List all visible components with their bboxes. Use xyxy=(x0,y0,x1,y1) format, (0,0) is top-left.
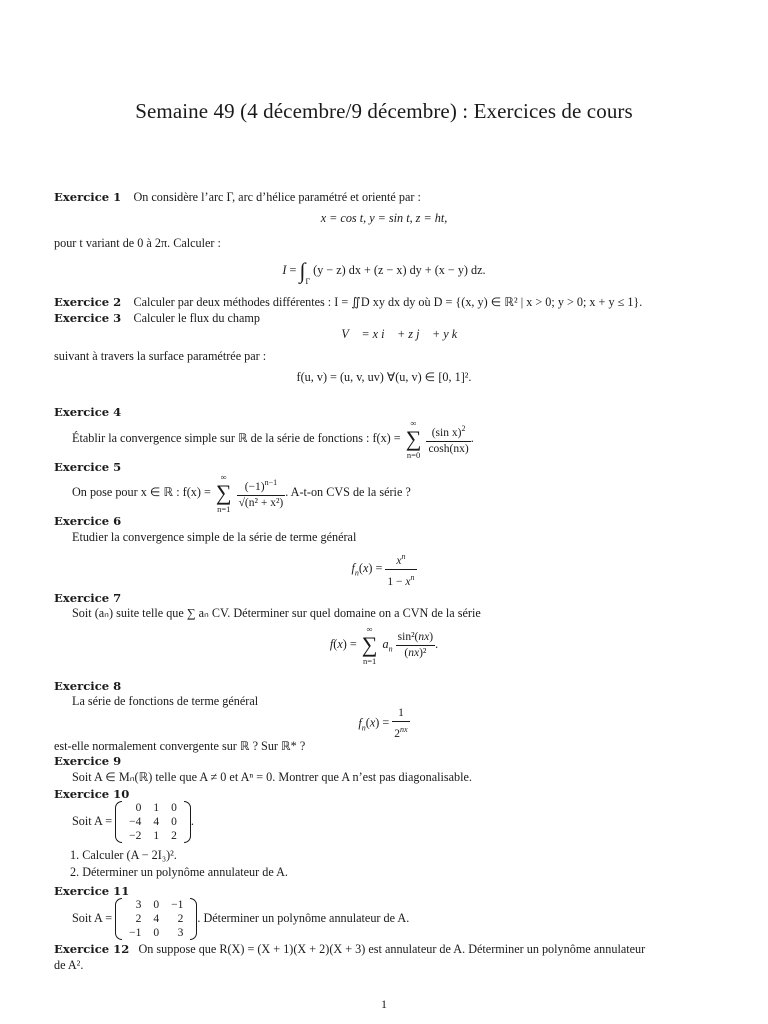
exercise-12-text2: de A². xyxy=(54,958,84,972)
matrix-cell: 2 xyxy=(177,913,184,926)
exercise-12-text: On suppose que R(X) = (X + 1)(X + 2)(X + 3) est annulateur de A. Déterminer un polynôme annulateur xyxy=(138,942,646,956)
exercise-2-label: Exercice 2 xyxy=(54,295,122,309)
exercise-3-field: V⃗ = x i⃗ + z j⃗ + y k⃗ xyxy=(341,327,467,341)
exercise-12 xyxy=(54,941,645,957)
matrix-cell: −1 xyxy=(171,899,184,912)
exercise-4-fraction: $\frac{(\sin x)^2}{\cosh(nx)}$ xyxy=(426,421,470,457)
exercise-8-text2: est-elle normalement convergente sur ℝ ? Sur ℝ* ? xyxy=(54,739,306,753)
exercise-11-label: Exercice 11 xyxy=(54,884,130,898)
exercise-6-label: Exercice 6 xyxy=(54,514,122,528)
exercise-3-text: Calculer le flux du champ xyxy=(133,311,261,325)
page-number: 1 xyxy=(381,997,387,1011)
matrix-cell: 3 xyxy=(177,927,184,940)
exercise-3-text2: suivant à travers la surface paramétrée par : xyxy=(54,349,267,363)
exercise-10-item-1: 1. Calculer (A − 2I₃)². xyxy=(70,848,177,862)
exercise-7-text: Soit (aₙ) suite telle que ∑ aₙ CV. Déterminer sur quel domaine on a CVN de la série xyxy=(72,606,481,620)
matrix-cell: 0 xyxy=(171,802,177,815)
matrix-cell: 0 xyxy=(171,816,177,829)
exercise-6-formula: $f_n(x)$ = $\frac{x^n}{1 - x^n}$ xyxy=(0,549,768,590)
exercise-10-intro: Soit A = xyxy=(72,814,113,828)
exercise-4-text: Établir la convergence simple sur ℝ de la série de fonctions : f(x) = xyxy=(72,430,401,445)
exercise-1-text2: pour t variant de 0 à 2π. Calculer : xyxy=(54,236,221,250)
exercise-1-text: On considère l’arc Γ, arc d’hélice paramétré et orienté par : xyxy=(133,190,421,204)
exercise-6-text: Etudier la convergence simple de la série de terme général xyxy=(72,530,357,544)
exercise-11-matrix-line xyxy=(72,896,409,940)
matrix-cell: 4 xyxy=(153,816,160,829)
exercise-1 xyxy=(54,189,421,205)
matrix-cell: 2 xyxy=(171,830,177,843)
matrix-a-11 xyxy=(115,898,197,940)
exercise-7-label: Exercice 7 xyxy=(54,591,122,605)
exercise-8-label: Exercice 8 xyxy=(54,679,122,693)
matrix-cell: 3 xyxy=(135,899,142,912)
exercise-5-fraction: $\frac{(-1)^{n-1}}{\text{√(n² + x²)}}$ xyxy=(237,475,286,511)
matrix-cell: −4 xyxy=(129,816,142,829)
matrix-cell: −2 xyxy=(129,830,142,843)
exercise-1-equation: x = cos t, y = sin t, z = ht, xyxy=(320,211,448,225)
exercise-4-body: Établir la convergence simple sur ℝ de la série de fonctions : f(x) = ∞ ∑ n=0 $\frac{(\sin x)^2}{\cosh(nx)}$ . xyxy=(72,418,474,460)
exercise-5-body xyxy=(72,472,411,514)
exercise-11-intro: Soit A = xyxy=(72,911,113,925)
exercise-2-text: Calculer par deux méthodes différentes : I = ∬D xy dx dy où D = {(x, y) ∈ ℝ² | x > 0; y > 0; x + y ≤ 1}. xyxy=(133,295,643,309)
page-title: Semaine 49 (4 décembre/9 décembre) : Exercices de cours xyxy=(135,99,633,123)
matrix-cell: 1 xyxy=(153,830,160,843)
exercise-8-text: La série de fonctions de terme général xyxy=(72,694,259,708)
matrix-cell: 1 xyxy=(153,802,160,815)
exercise-2 xyxy=(54,294,642,310)
sum-symbol: ∞ ∑ n=0 xyxy=(405,418,422,460)
exercise-5-text: On pose pour x ∈ ℝ : f(x) = xyxy=(72,484,211,499)
exercise-10-label: Exercice 10 xyxy=(54,787,130,801)
exercise-4-label: Exercice 4 xyxy=(54,405,122,419)
sum-symbol: ∞ ∑ n=1 xyxy=(215,472,232,514)
exercise-8-formula: $f_n(x)$ = $\frac{1}{2^{nx}}$ xyxy=(358,707,408,740)
matrix-cell: 4 xyxy=(153,913,160,926)
exercise-9-label: Exercice 9 xyxy=(54,754,122,768)
exercise-3-surface: f(u, v) = (u, v, uv) ∀(u, v) ∈ [0, 1]². xyxy=(296,370,472,384)
matrix-cell: −1 xyxy=(129,927,142,940)
exercise-9-text: Soit A ∈ Mₙ(ℝ) telle que A ≠ 0 et Aⁿ = 0. Montrer que A n’est pas diagonalisable. xyxy=(72,770,472,784)
exercise-12-label: Exercice 12 xyxy=(54,942,130,956)
matrix-cell: 2 xyxy=(135,913,142,926)
exercise-10-item-2: 2. Déterminer un polynôme annulateur de A. xyxy=(70,865,288,879)
matrix-cell: 0 xyxy=(153,899,160,912)
exercise-1-integral: $I = \int_\Gamma$ (y − z) dx + (z − x) dy + (x − y) dz. xyxy=(282,258,486,286)
exercise-1-integrand: (y − z) dx + (z − x) dy + (x − y) dz. xyxy=(313,262,486,277)
exercise-11-text: . Déterminer un polynôme annulateur de A. xyxy=(197,911,410,925)
exercise-10-matrix-line: Soit A = 0 1 0 −4 4 0 −2 1 2 . xyxy=(72,802,194,843)
exercise-3 xyxy=(54,310,260,326)
matrix-cell: 0 xyxy=(135,802,142,815)
exercise-3-label: Exercice 3 xyxy=(54,311,122,325)
exercise-5-label: Exercice 5 xyxy=(54,460,122,474)
exercise-5-text2: . A-t-on CVS de la série ? xyxy=(285,484,411,499)
exercise-1-label: Exercice 1 xyxy=(54,190,122,204)
exercise-7-formula: f(x) = ∞ ∑ n=1 $a_n$ $\frac{\text{sin²(nx)}}{\text{(nx)²}}$ . xyxy=(329,624,439,666)
matrix-a-10 xyxy=(115,801,191,843)
matrix-cell: 0 xyxy=(153,927,160,940)
